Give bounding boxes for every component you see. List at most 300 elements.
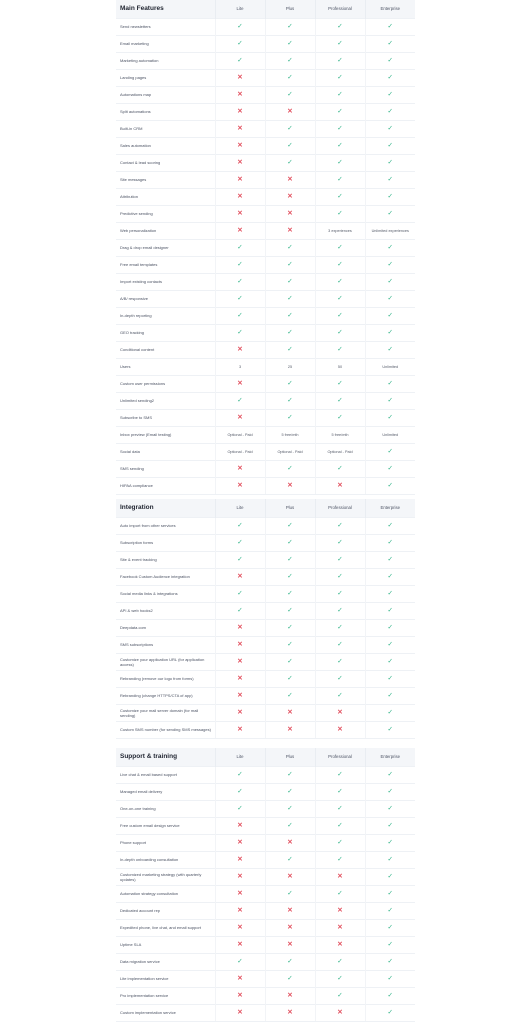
plan-cell-enterprise [365, 670, 415, 687]
table-row [116, 324, 415, 341]
plan-cell-plus [265, 409, 315, 426]
cross-icon: ✕ [237, 380, 243, 387]
check-icon: ✓ [387, 329, 393, 336]
plan-cell-plus [265, 851, 315, 868]
check-icon: ✓ [387, 91, 393, 98]
table-header-row [116, 499, 415, 517]
plan-cell-enterprise [365, 35, 415, 52]
plan-cell-enterprise [365, 783, 415, 800]
plan-cell-professional [315, 919, 365, 936]
plan-cell-plus [265, 1004, 315, 1021]
plan-cell-enterprise [365, 392, 415, 409]
check-icon: ✓ [337, 108, 343, 115]
feature-label: Facebook Custom Audience integration [116, 568, 215, 585]
plan-cell-enterprise [365, 517, 415, 534]
feature-label: Subscribe to SMS [116, 409, 215, 426]
plan-cell-professional [315, 205, 365, 222]
plan-cell-lite [215, 171, 265, 188]
check-icon: ✓ [287, 573, 293, 580]
plan-cell-enterprise [365, 171, 415, 188]
table-row [116, 443, 415, 460]
plan-cell-plus [265, 987, 315, 1004]
plan-cell-plus [265, 273, 315, 290]
plan-cell-enterprise [365, 636, 415, 653]
feature-label: GEO tracking [116, 324, 215, 341]
check-icon: ✓ [387, 108, 393, 115]
cross-icon: ✕ [287, 1009, 293, 1016]
plan-cell-lite [215, 704, 265, 721]
check-icon: ✓ [237, 539, 243, 546]
cross-icon: ✕ [237, 91, 243, 98]
check-icon: ✓ [237, 295, 243, 302]
plan-cell-enterprise [365, 341, 415, 358]
check-icon: ✓ [287, 607, 293, 614]
table-row [116, 358, 415, 375]
plan-cell-plus [265, 766, 315, 783]
check-icon: ✓ [387, 658, 393, 665]
plan-cell-enterprise [365, 137, 415, 154]
plan-cell-lite [215, 103, 265, 120]
feature-label: Email marketing [116, 35, 215, 52]
plan-cell-professional [315, 358, 365, 375]
check-icon: ✓ [287, 822, 293, 829]
plan-cell-enterprise [365, 721, 415, 738]
plan-cell-professional [315, 341, 365, 358]
plan-header-professional: Professional [315, 748, 365, 766]
check-icon: ✓ [387, 482, 393, 489]
plan-cell-enterprise [365, 868, 415, 885]
feature-label: Sales automation [116, 137, 215, 154]
check-icon: ✓ [287, 675, 293, 682]
plan-cell-plus [265, 800, 315, 817]
plan-cell-lite [215, 653, 265, 670]
plan-cell-enterprise [365, 970, 415, 987]
feature-label: Inbox preview (Email testing) [116, 426, 215, 443]
check-icon: ✓ [387, 856, 393, 863]
plan-cell-lite [215, 885, 265, 902]
table-row [116, 766, 415, 783]
check-icon: ✓ [287, 958, 293, 965]
plan-cell-plus [265, 936, 315, 953]
table-row [116, 919, 415, 936]
plan-cell-plus [265, 585, 315, 602]
plan-value: Unlimited [382, 432, 399, 437]
plan-cell-professional [315, 171, 365, 188]
check-icon: ✓ [387, 771, 393, 778]
check-icon: ✓ [337, 142, 343, 149]
table-row [116, 721, 415, 738]
plan-value: 50 [337, 364, 343, 369]
check-icon: ✓ [387, 142, 393, 149]
cross-icon: ✕ [337, 709, 343, 716]
table-row [116, 585, 415, 602]
check-icon: ✓ [337, 40, 343, 47]
feature-label: Custom user permissions [116, 375, 215, 392]
table-row [116, 1004, 415, 1021]
plan-cell-enterprise [365, 653, 415, 670]
check-icon: ✓ [237, 57, 243, 64]
check-icon: ✓ [387, 261, 393, 268]
plan-cell-plus [265, 517, 315, 534]
plan-value: 25 [287, 364, 293, 369]
plan-cell-lite [215, 800, 265, 817]
plan-cell-enterprise [365, 766, 415, 783]
cross-icon: ✕ [237, 482, 243, 489]
plan-cell-enterprise [365, 154, 415, 171]
plan-cell-enterprise [365, 375, 415, 392]
plan-cell-enterprise [365, 551, 415, 568]
plan-cell-enterprise [365, 460, 415, 477]
plan-cell-plus [265, 137, 315, 154]
check-icon: ✓ [287, 346, 293, 353]
plan-cell-enterprise [365, 18, 415, 35]
plan-cell-professional [315, 987, 365, 1004]
plan-cell-plus [265, 653, 315, 670]
cross-icon: ✕ [237, 108, 243, 115]
table-row [116, 602, 415, 619]
table-row [116, 409, 415, 426]
cross-icon: ✕ [237, 142, 243, 149]
plan-cell-professional [315, 653, 365, 670]
section-integration [116, 499, 415, 739]
check-icon: ✓ [387, 788, 393, 795]
plan-cell-plus [265, 188, 315, 205]
plan-cell-enterprise [365, 800, 415, 817]
table-row [116, 154, 415, 171]
cross-icon: ✕ [237, 873, 243, 880]
feature-label: Send newsletters [116, 18, 215, 35]
check-icon: ✓ [237, 397, 243, 404]
cross-icon: ✕ [287, 907, 293, 914]
table-row [116, 426, 415, 443]
plan-cell-lite [215, 721, 265, 738]
plan-cell-plus [265, 534, 315, 551]
table-row [116, 783, 415, 800]
plan-cell-professional [315, 35, 365, 52]
plan-cell-professional [315, 704, 365, 721]
cross-icon: ✕ [237, 227, 243, 234]
plan-cell-enterprise [365, 205, 415, 222]
check-icon: ✓ [287, 244, 293, 251]
plan-cell-plus [265, 953, 315, 970]
plan-cell-professional [315, 534, 365, 551]
plan-cell-plus [265, 602, 315, 619]
check-icon: ✓ [387, 125, 393, 132]
table-row [116, 18, 415, 35]
plan-cell-lite [215, 834, 265, 851]
plan-cell-plus [265, 687, 315, 704]
plan-cell-plus [265, 477, 315, 494]
plan-cell-professional [315, 273, 365, 290]
plan-cell-lite [215, 222, 265, 239]
plan-cell-plus [265, 171, 315, 188]
check-icon: ✓ [337, 590, 343, 597]
cross-icon: ✕ [337, 924, 343, 931]
check-icon: ✓ [387, 23, 393, 30]
plan-cell-lite [215, 375, 265, 392]
feature-label: SMS sending [116, 460, 215, 477]
plan-cell-enterprise [365, 602, 415, 619]
check-icon: ✓ [287, 261, 293, 268]
feature-label: Deepdata.com [116, 619, 215, 636]
check-icon: ✓ [387, 312, 393, 319]
plan-cell-lite [215, 970, 265, 987]
cross-icon: ✕ [337, 482, 343, 489]
check-icon: ✓ [387, 805, 393, 812]
check-icon: ✓ [287, 975, 293, 982]
check-icon: ✓ [387, 692, 393, 699]
table-row [116, 256, 415, 273]
feature-label: Users [116, 358, 215, 375]
feature-label: Rebranding (change HTTPS/CTA of app) [116, 687, 215, 704]
cross-icon: ✕ [287, 924, 293, 931]
plan-cell-lite [215, 477, 265, 494]
plan-cell-lite [215, 534, 265, 551]
cross-icon: ✕ [287, 992, 293, 999]
plan-cell-lite [215, 341, 265, 358]
cross-icon: ✕ [237, 675, 243, 682]
plan-cell-professional [315, 477, 365, 494]
plan-cell-professional [315, 817, 365, 834]
check-icon: ✓ [287, 142, 293, 149]
plan-cell-professional [315, 670, 365, 687]
cross-icon: ✕ [287, 709, 293, 716]
plan-cell-plus [265, 426, 315, 443]
plan-cell-professional [315, 290, 365, 307]
check-icon: ✓ [287, 329, 293, 336]
check-icon: ✓ [387, 193, 393, 200]
plan-cell-professional [315, 517, 365, 534]
table-row [116, 704, 415, 721]
check-icon: ✓ [237, 261, 243, 268]
plan-cell-lite [215, 1004, 265, 1021]
plan-cell-plus [265, 902, 315, 919]
check-icon: ✓ [387, 414, 393, 421]
table-row [116, 205, 415, 222]
plan-cell-plus [265, 721, 315, 738]
check-icon: ✓ [337, 556, 343, 563]
plan-cell-lite [215, 987, 265, 1004]
check-icon: ✓ [287, 312, 293, 319]
table-row [116, 987, 415, 1004]
table-row [116, 970, 415, 987]
feature-label: Customize your mail server domain (for mail sending) [116, 704, 215, 721]
check-icon: ✓ [237, 522, 243, 529]
table-row [116, 137, 415, 154]
check-icon: ✓ [287, 74, 293, 81]
table-row [116, 188, 415, 205]
cross-icon: ✕ [287, 482, 293, 489]
plan-cell-enterprise [365, 1004, 415, 1021]
feature-label: Subscription forms [116, 534, 215, 551]
check-icon: ✓ [387, 176, 393, 183]
plan-cell-lite [215, 307, 265, 324]
plan-header-lite: Lite [215, 748, 265, 766]
plan-cell-professional [315, 636, 365, 653]
feature-label: HIPAA compliance [116, 477, 215, 494]
plan-cell-professional [315, 460, 365, 477]
check-icon: ✓ [237, 590, 243, 597]
feature-label: Unlimited sending2 [116, 392, 215, 409]
table-row [116, 86, 415, 103]
plan-cell-plus [265, 290, 315, 307]
cross-icon: ✕ [237, 624, 243, 631]
check-icon: ✓ [337, 91, 343, 98]
check-icon: ✓ [287, 91, 293, 98]
cross-icon: ✕ [237, 924, 243, 931]
check-icon: ✓ [387, 40, 393, 47]
check-icon: ✓ [337, 312, 343, 319]
plan-cell-enterprise [365, 834, 415, 851]
plan-cell-plus [265, 103, 315, 120]
cross-icon: ✕ [237, 941, 243, 948]
table-row [116, 868, 415, 885]
plan-cell-enterprise [365, 987, 415, 1004]
check-icon: ✓ [337, 522, 343, 529]
plan-cell-professional [315, 936, 365, 953]
check-icon: ✓ [337, 125, 343, 132]
table-row [116, 636, 415, 653]
plan-cell-lite [215, 902, 265, 919]
check-icon: ✓ [387, 210, 393, 217]
feature-label: Custom implementation service [116, 1004, 215, 1021]
plan-cell-lite [215, 602, 265, 619]
plan-cell-professional [315, 324, 365, 341]
check-icon: ✓ [287, 23, 293, 30]
feature-label: Managed email delivery [116, 783, 215, 800]
plan-cell-enterprise [365, 443, 415, 460]
plan-cell-professional [315, 18, 365, 35]
plan-cell-lite [215, 137, 265, 154]
cross-icon: ✕ [237, 193, 243, 200]
plan-cell-lite [215, 239, 265, 256]
table-row [116, 936, 415, 953]
check-icon: ✓ [337, 890, 343, 897]
check-icon: ✓ [387, 159, 393, 166]
plan-cell-lite [215, 670, 265, 687]
check-icon: ✓ [287, 278, 293, 285]
plan-cell-lite [215, 86, 265, 103]
check-icon: ✓ [387, 975, 393, 982]
plan-cell-plus [265, 551, 315, 568]
plan-cell-enterprise [365, 86, 415, 103]
feature-label: In-depth onboarding consultation [116, 851, 215, 868]
plan-cell-lite [215, 188, 265, 205]
check-icon: ✓ [387, 624, 393, 631]
plan-cell-plus [265, 358, 315, 375]
check-icon: ✓ [287, 397, 293, 404]
feature-label: Pro implementation service [116, 987, 215, 1004]
check-icon: ✓ [287, 771, 293, 778]
plan-cell-lite [215, 52, 265, 69]
check-icon: ✓ [387, 924, 393, 931]
check-icon: ✓ [337, 658, 343, 665]
feature-label: Expedited phone, live chat, and email support [116, 919, 215, 936]
plan-cell-lite [215, 936, 265, 953]
plan-cell-plus [265, 619, 315, 636]
plan-cell-enterprise [365, 919, 415, 936]
check-icon: ✓ [287, 590, 293, 597]
plan-value: Optional - Paid [277, 449, 303, 454]
feature-label: Customize your application URL (for application access) [116, 653, 215, 670]
check-icon: ✓ [337, 176, 343, 183]
plan-cell-lite [215, 154, 265, 171]
check-icon: ✓ [287, 890, 293, 897]
table-row [116, 52, 415, 69]
plan-cell-lite [215, 35, 265, 52]
cross-icon: ✕ [237, 346, 243, 353]
plan-cell-enterprise [365, 409, 415, 426]
check-icon: ✓ [337, 210, 343, 217]
table-row [116, 273, 415, 290]
check-icon: ✓ [287, 556, 293, 563]
plan-cell-enterprise [365, 52, 415, 69]
plan-cell-enterprise [365, 426, 415, 443]
cross-icon: ✕ [237, 414, 243, 421]
check-icon: ✓ [287, 159, 293, 166]
plan-cell-professional [315, 375, 365, 392]
plan-cell-plus [265, 35, 315, 52]
feature-label: Site & event tracking [116, 551, 215, 568]
plan-value: 5 free/mth [281, 432, 299, 437]
table-row [116, 35, 415, 52]
plan-cell-professional [315, 69, 365, 86]
cross-icon: ✕ [237, 822, 243, 829]
plan-cell-professional [315, 970, 365, 987]
check-icon: ✓ [387, 709, 393, 716]
check-icon: ✓ [387, 822, 393, 829]
check-icon: ✓ [337, 329, 343, 336]
check-icon: ✓ [337, 675, 343, 682]
plan-cell-professional [315, 1004, 365, 1021]
plan-cell-lite [215, 120, 265, 137]
check-icon: ✓ [287, 125, 293, 132]
comparison-table [116, 499, 415, 739]
check-icon: ✓ [237, 312, 243, 319]
check-icon: ✓ [337, 74, 343, 81]
table-row [116, 851, 415, 868]
feature-label: Social media links & integrations [116, 585, 215, 602]
table-row [116, 392, 415, 409]
plan-cell-lite [215, 358, 265, 375]
cross-icon: ✕ [237, 159, 243, 166]
check-icon: ✓ [387, 74, 393, 81]
check-icon: ✓ [337, 839, 343, 846]
plan-cell-professional [315, 52, 365, 69]
feature-label: Built-in CRM [116, 120, 215, 137]
cross-icon: ✕ [287, 941, 293, 948]
plan-cell-plus [265, 69, 315, 86]
plan-cell-plus [265, 868, 315, 885]
table-header-row [116, 748, 415, 766]
plan-cell-professional [315, 868, 365, 885]
feature-label: Free custom email design service [116, 817, 215, 834]
table-row [116, 568, 415, 585]
table-row [116, 534, 415, 551]
table-row [116, 670, 415, 687]
check-icon: ✓ [337, 193, 343, 200]
plan-cell-lite [215, 517, 265, 534]
plan-cell-professional [315, 307, 365, 324]
cross-icon: ✕ [237, 709, 243, 716]
section-title: Support & training [116, 748, 215, 766]
plan-value: Optional - Paid [227, 449, 253, 454]
check-icon: ✓ [387, 522, 393, 529]
check-icon: ✓ [337, 380, 343, 387]
plan-cell-enterprise [365, 358, 415, 375]
table-row [116, 551, 415, 568]
check-icon: ✓ [387, 380, 393, 387]
